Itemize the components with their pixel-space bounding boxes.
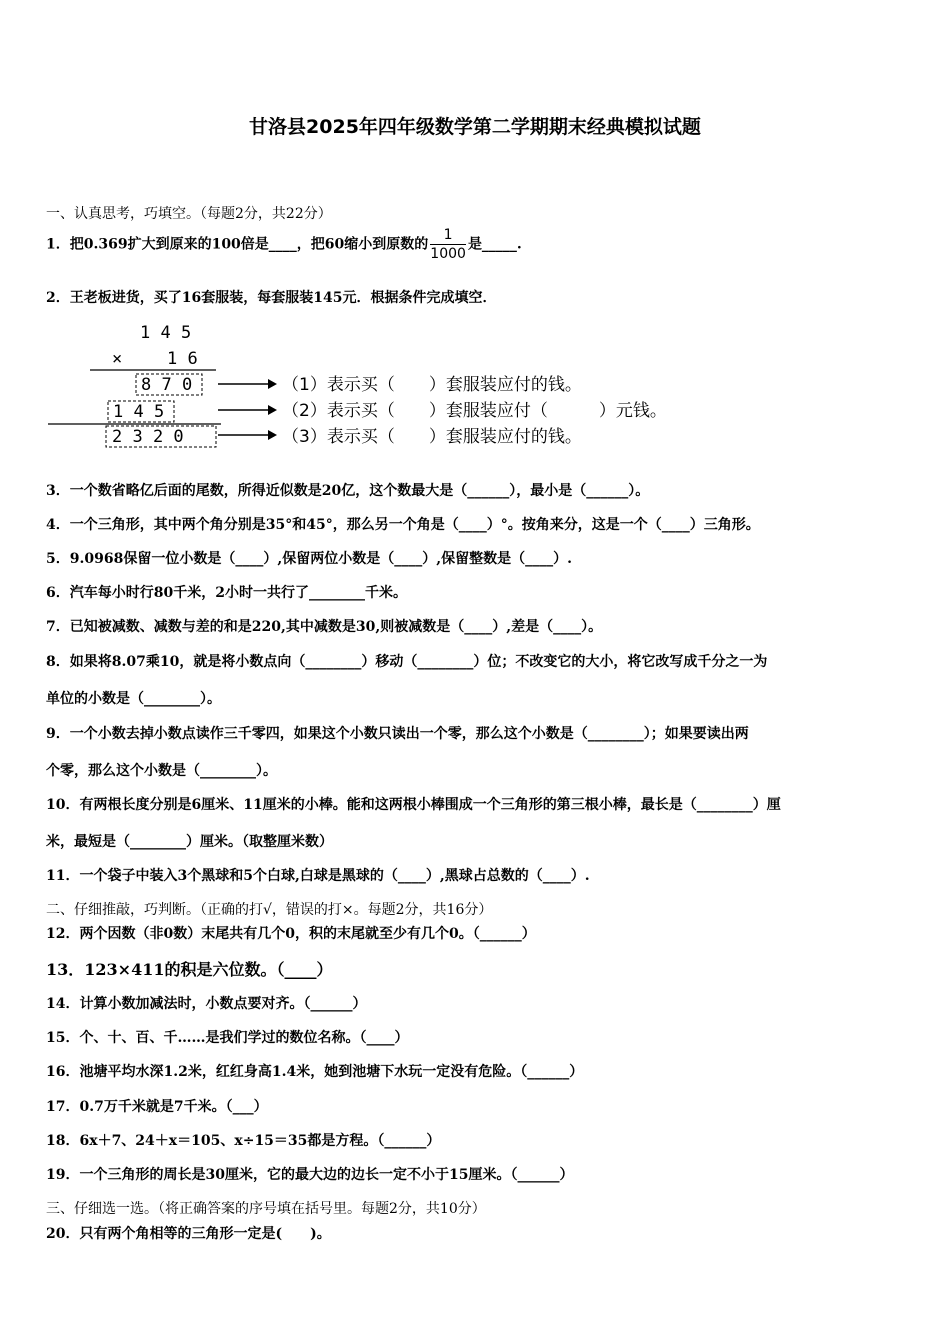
question-7: 7．已知被减数、减数与差的和是220,其中减数是30,则被减数是（____）,差是（____）。 <box>46 619 603 635</box>
question-16: 16．池塘平均水深1.2米，红红身高1.4米，她到池塘下水玩一定没有危险。（______） <box>46 1064 584 1080</box>
question-18: 18．6x＋7、24＋x＝105、x÷15＝35都是方程。（______） <box>46 1133 441 1149</box>
question-13: 13．123×411的积是六位数。（____） <box>46 960 333 979</box>
fraction <box>430 226 466 263</box>
calc-partial-1: 8 7 0 <box>141 375 193 395</box>
question-14: 14．计算小数加减法时，小数点要对齐。（______） <box>46 996 367 1012</box>
question-2: 2．王老板进货，买了16套服装，每套服装145元．根据条件完成填空． <box>46 290 497 306</box>
question-1 <box>46 226 522 263</box>
fraction-numerator: 1 <box>430 226 466 245</box>
question-12: 12．两个因数（非0数）末尾共有几个0，积的末尾就至少有几个0。（______） <box>46 926 536 942</box>
question-19: 19．一个三角形的周长是30厘米，它的最大边的边长一定不小于15厘米。（______） <box>46 1167 574 1183</box>
question-10-line-2: 米，最短是（________）厘米。（取整厘米数） <box>46 834 333 850</box>
times-sign: × <box>112 349 123 369</box>
page-title: 甘洛县2025年四年级数学第二学期期末经典模拟试题 <box>249 116 701 138</box>
section-1-heading: 一、认真思考，巧填空。（每题2分，共22分） <box>46 206 332 222</box>
calc-label-1: （1）表示买（ ）套服装应付的钱。 <box>282 375 582 395</box>
question-15: 15．个、十、百、千……是我们学过的数位名称。（____） <box>46 1030 409 1046</box>
question-10-line-1: 10．有两根长度分别是6厘米、11厘米的小棒。能和这两根小棒围成一个三角形的第三根小棒，最长是（________）厘 <box>46 797 781 813</box>
arrow-3-head-icon <box>268 430 277 440</box>
question-17: 17．0.7万千米就是7千米。（___） <box>46 1099 268 1115</box>
question-5: 5．9.0968保留一位小数是（____）,保留两位小数是（____）,保留整数是（____）. <box>46 551 572 567</box>
arrow-2-head-icon <box>268 405 277 415</box>
calc-partial-2: 1 4 5 <box>113 402 165 422</box>
section-2-heading: 二、仔细推敲，巧判断。（正确的打√，错误的打×。每题2分，共16分） <box>46 902 493 918</box>
question-3: 3．一个数省略亿后面的尾数，所得近似数是20亿，这个数最大是（______），最小是（______）。 <box>46 483 650 499</box>
section-3-heading: 三、仔细选一选。（将正确答案的序号填在括号里。每题2分，共10分） <box>46 1201 486 1217</box>
question-9-line-2: 个零，那么这个小数是（________）。 <box>46 763 277 779</box>
arrow-1-head-icon <box>268 379 277 389</box>
question-6: 6．汽车每小时行80千米，2小时一共行了________千米。 <box>46 585 407 601</box>
question-11: 11．一个袋子中装入3个黑球和5个白球,白球是黑球的（____）,黑球占总数的（____）. <box>46 868 590 884</box>
question-4: 4．一个三角形，其中两个角分别是35°和45°，那么另一个角是（____）°。按角来分，这是一个（____）三角形。 <box>46 517 760 533</box>
calc-label-3: （3）表示买（ ）套服装应付的钱。 <box>282 427 582 447</box>
multiplication-diagram <box>46 318 766 458</box>
q1-text-after: 是_____. <box>467 236 522 253</box>
multiplication-svg <box>46 318 766 458</box>
question-20: 20．只有两个角相等的三角形一定是( )。 <box>46 1226 331 1242</box>
calc-label-2: （2）表示买（ ）套服装应付（ ）元钱。 <box>282 401 667 421</box>
question-9-line-1: 9．一个小数去掉小数点读作三千零四，如果这个小数只读出一个零，那么这个小数是（________）；如果要读出两 <box>46 726 749 742</box>
calc-multiplier: 1 6 <box>167 349 198 369</box>
calc-multiplicand: 1 4 5 <box>140 323 192 343</box>
question-8-line-2: 单位的小数是（________）。 <box>46 691 221 707</box>
q1-text-before: 1．把0.369扩大到原来的100倍是____，把60缩小到原数的 <box>46 236 429 253</box>
calc-total: 2 3 2 0 <box>112 427 184 447</box>
question-8-line-1: 8．如果将8.07乘10，就是将小数点向（________）移动（________）位；不改变它的大小，将它改写成千分之一为 <box>46 654 768 670</box>
fraction-denominator: 1000 <box>430 246 466 262</box>
